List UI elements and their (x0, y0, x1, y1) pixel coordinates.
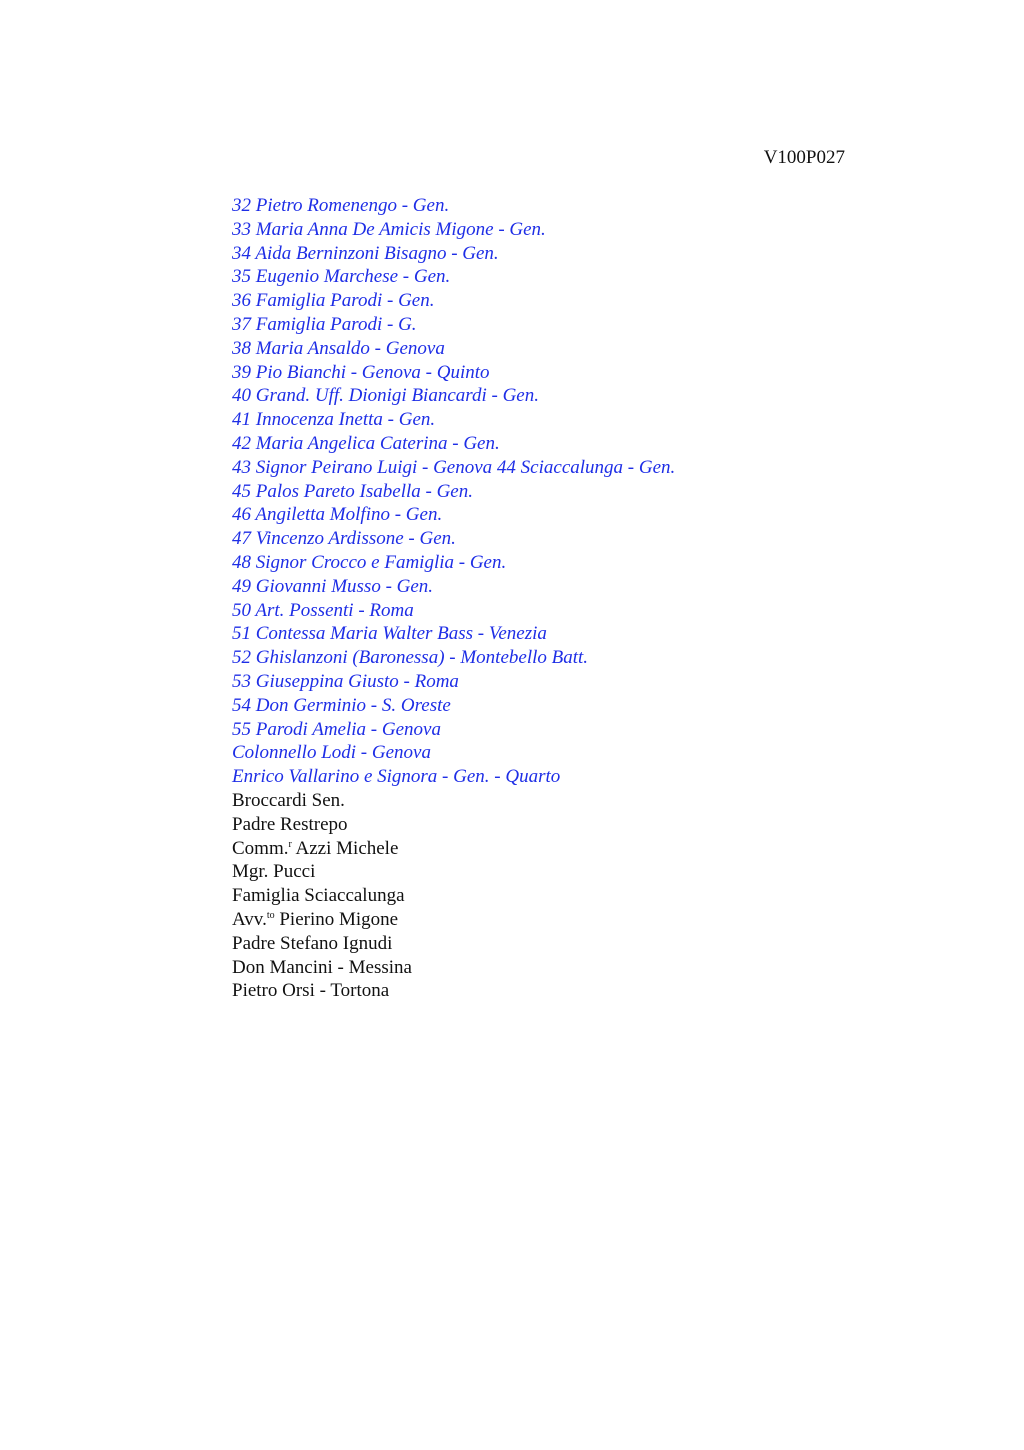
list-item: 42 Maria Angelica Caterina - Gen. (232, 432, 500, 454)
list-item (232, 908, 675, 932)
list-item: Mgr. Pucci (232, 861, 316, 883)
list-item: Pietro Orsi - Tortona (232, 980, 390, 1002)
list-item: 52 Ghislanzoni (Baronessa) - Montebello Batt. (232, 647, 589, 669)
list-item: 32 Pietro Romenengo - Gen. (232, 195, 450, 216)
person-name: Azzi Michele (291, 837, 399, 859)
list-item: Padre Restrepo (232, 813, 348, 835)
list-item: 46 Angiletta Molfino - Gen. (232, 504, 443, 526)
page-code: V100P027 (763, 147, 845, 168)
list-item: Don Mancini - Messina (232, 956, 412, 978)
list-item: Enrico Vallarino e Signora - Gen. - Quarto (232, 766, 561, 788)
list-item: Padre Stefano Ignudi (232, 932, 393, 954)
list-item: 55 Parodi Amelia - Genova (232, 718, 441, 740)
list-item: 37 Famiglia Parodi - G. (232, 313, 417, 335)
title-abbrev: Avv. (232, 908, 267, 930)
list-item: 45 Palos Pareto Isabella - Gen. (232, 480, 473, 502)
list-item: 33 Maria Anna De Amicis Migone - Gen. (232, 218, 546, 240)
list-item: 39 Pio Bianchi - Genova - Quinto (232, 361, 490, 383)
list-item (232, 837, 675, 861)
list-item: 41 Innocenza Inetta - Gen. (232, 409, 436, 431)
title-abbrev: Comm. (232, 837, 289, 859)
list-item: Colonnello Lodi - Genova (232, 742, 431, 764)
list-item: 47 Vincenzo Ardissone - Gen. (232, 528, 456, 550)
list-item: 48 Signor Crocco e Famiglia - Gen. (232, 551, 507, 573)
list-item: 53 Giuseppina Giusto - Roma (232, 670, 459, 692)
list-item: Broccardi Sen. (232, 789, 345, 811)
list-item: 50 Art. Possenti - Roma (232, 599, 414, 621)
superscript: r (288, 838, 292, 850)
list-item: 51 Contessa Maria Walter Bass - Venezia (232, 623, 547, 645)
list-item: 34 Aida Berninzoni Bisagno - Gen. (232, 242, 499, 264)
list-item: 36 Famiglia Parodi - Gen. (232, 290, 435, 312)
list-item: 54 Don Germinio - S. Oreste (232, 694, 451, 716)
list-item: 35 Eugenio Marchese - Gen. (232, 266, 451, 288)
list-item: 40 Grand. Uff. Dionigi Biancardi - Gen. (232, 385, 539, 407)
list-item: 38 Maria Ansaldo - Genova (232, 337, 445, 359)
list-item: 43 Signor Peirano Luigi - Genova 44 Sciaccalunga - Gen. (232, 456, 676, 478)
list-item: 49 Giovanni Musso - Gen. (232, 575, 434, 597)
superscript: to (266, 909, 275, 921)
names-list (232, 194, 675, 1003)
person-name: Pierino Migone (274, 908, 399, 930)
list-item: Famiglia Sciaccalunga (232, 885, 405, 907)
